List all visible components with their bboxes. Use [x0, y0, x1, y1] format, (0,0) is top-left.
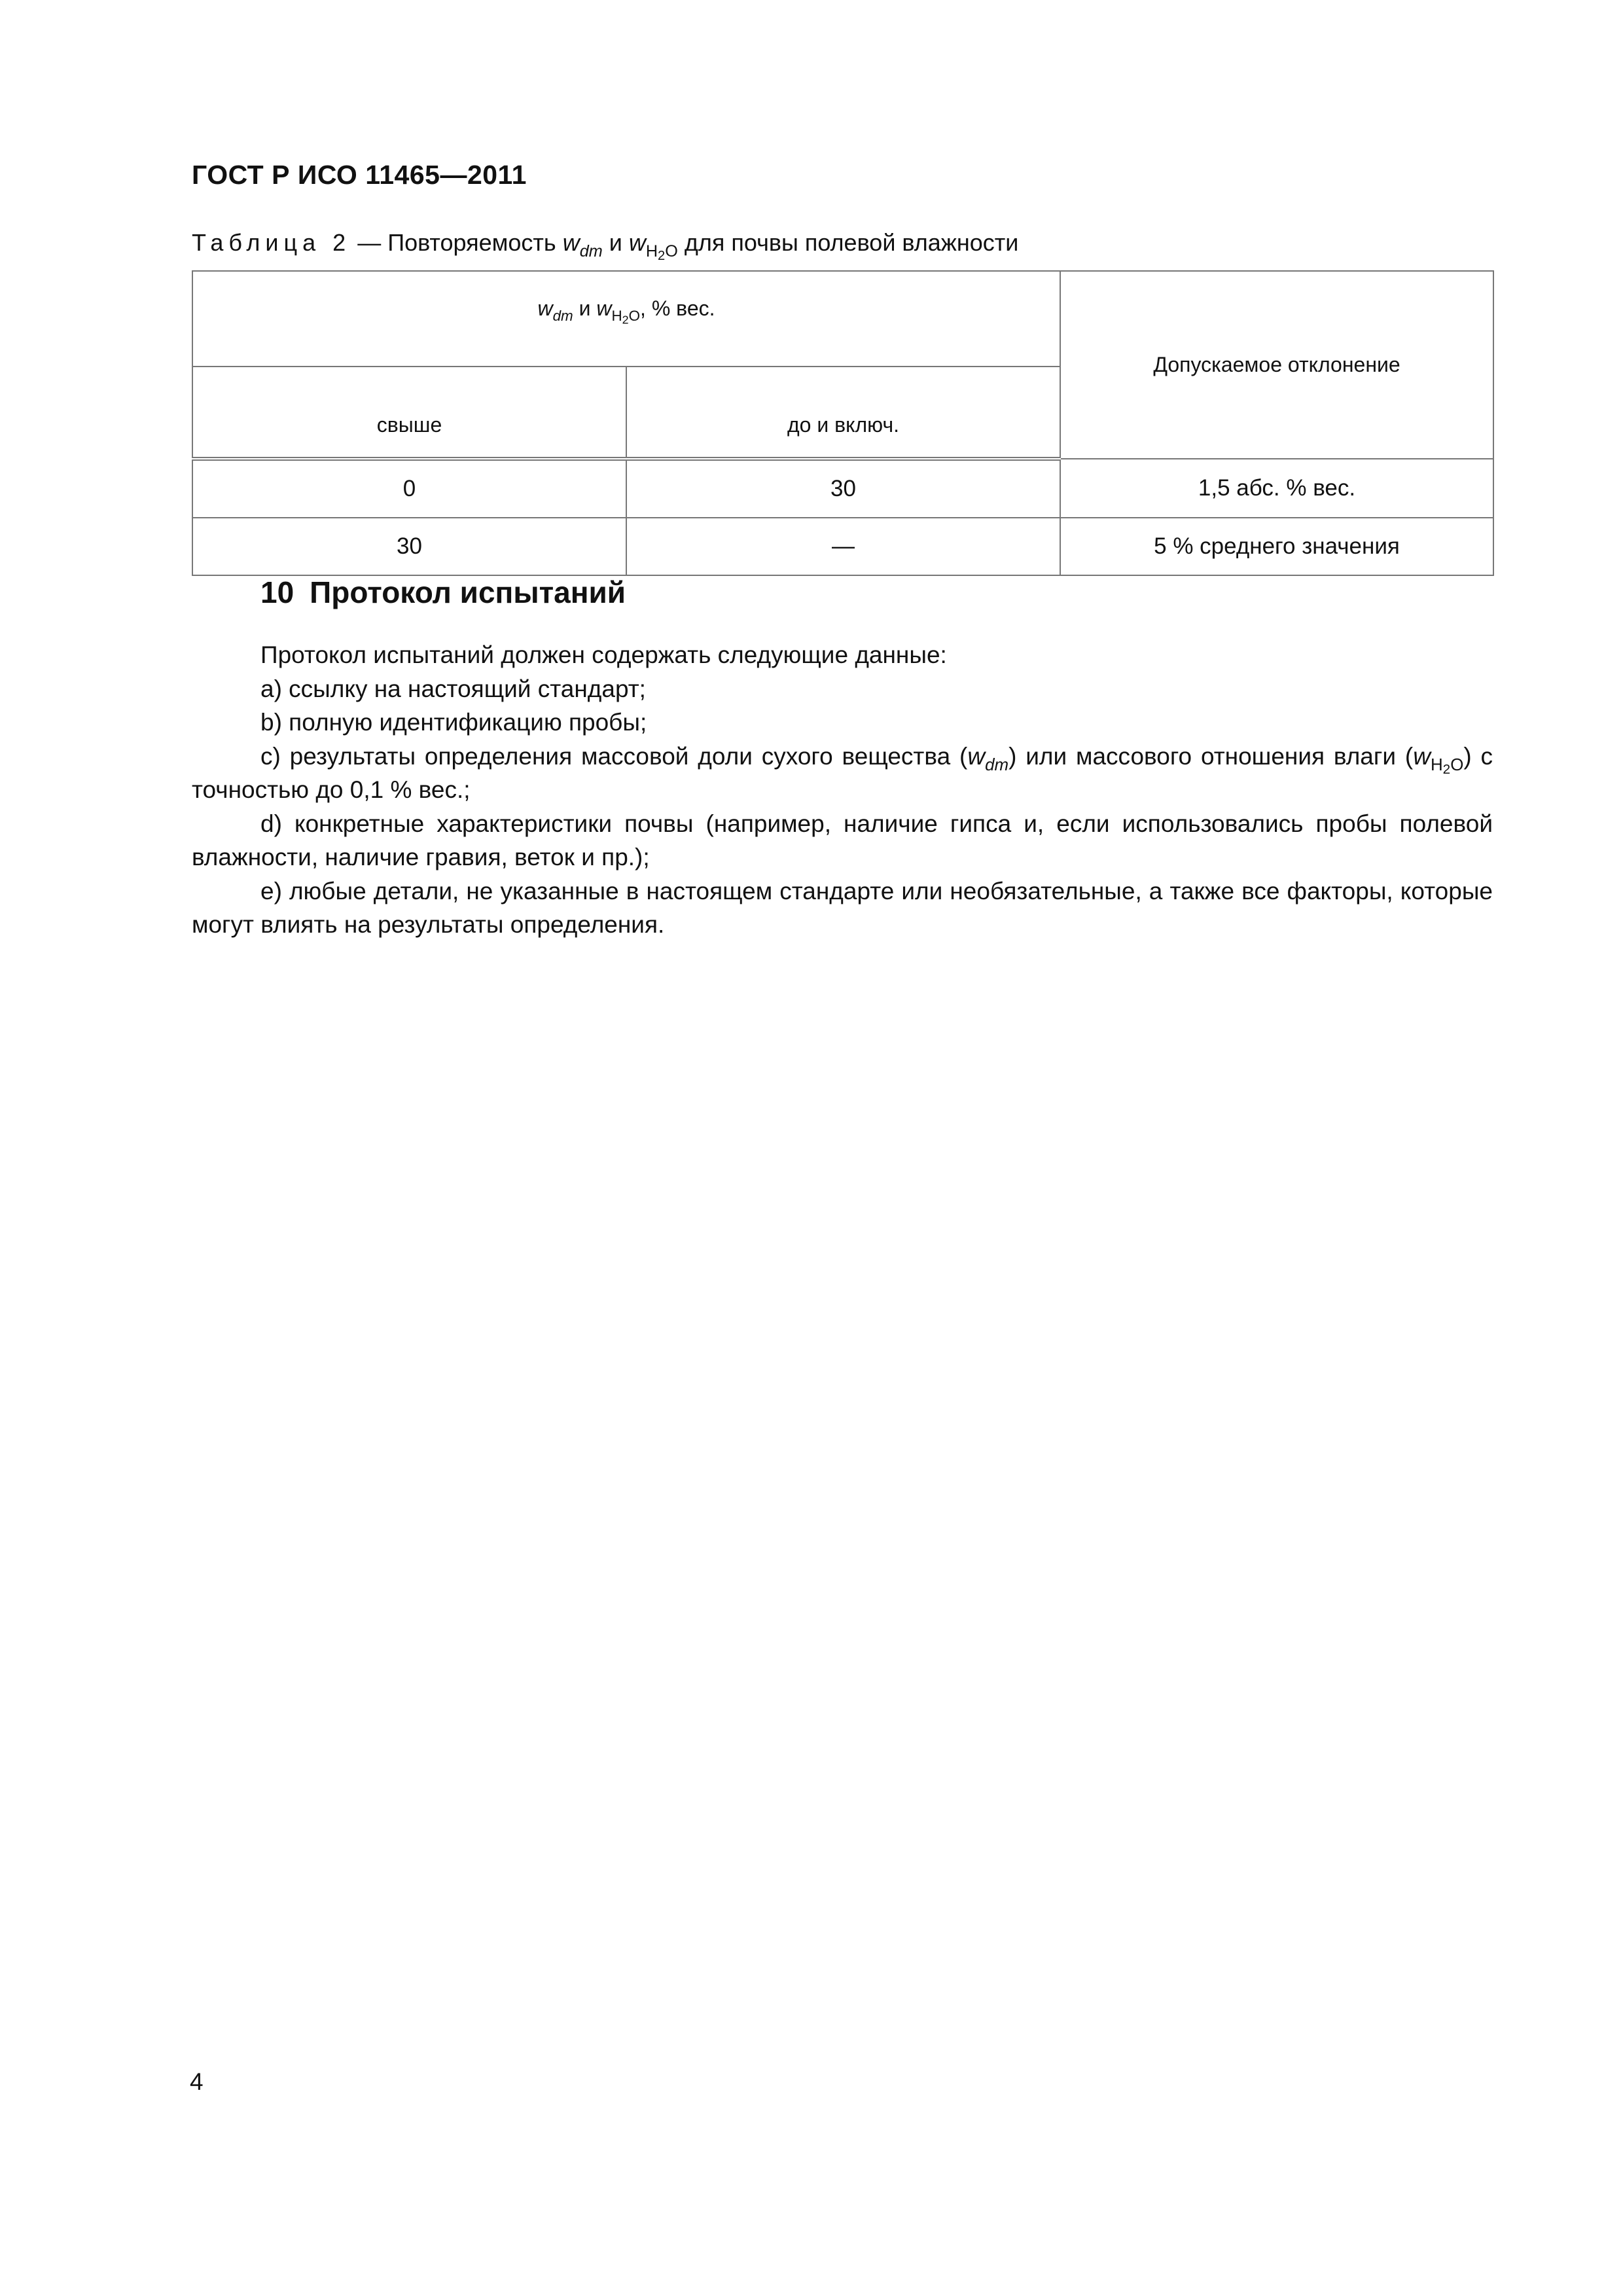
table-caption-label: Таблица 2 — [192, 229, 351, 256]
table-cell-upto: — — [626, 518, 1060, 575]
repeatability-table — [192, 270, 1494, 576]
above-header-cell: свыше — [192, 367, 626, 459]
page-number: 4 — [190, 2068, 204, 2095]
paragraph-intro: Протокол испытаний должен содержать следующие данные: — [260, 641, 947, 668]
table-caption: Таблица 2 — Повторяемость $w_{dm}$ и $w_{H_2O}$ для почвы полевой влажности — [192, 229, 1019, 263]
upto-header-cell: до и включ. — [626, 367, 1060, 459]
table-header-row — [192, 271, 1493, 367]
list-item-e: e) любые детали, не указанные в настоящем стандарте или необязательные, а также все факторы, которые могут влиять на результаты определения. — [192, 877, 1493, 938]
table-cell-tolerance: 5 % среднего значения — [1060, 518, 1493, 575]
table-cell-above: 30 — [192, 518, 626, 575]
list-item-c: c) результаты определения массовой доли сухого вещества $(w_{dm})$ или массового отношения влаги $(w_{H_2O})$ с точностью до 0,1 % вес.; — [192, 742, 1493, 803]
tolerance-header-cell: Допускаемое отклонение — [1060, 271, 1493, 459]
section-body — [192, 638, 1493, 942]
table-cell-above: 0 — [192, 459, 626, 518]
section-number: 10 — [260, 575, 294, 609]
table-cell-upto: 30 — [626, 459, 1060, 518]
table-row — [192, 518, 1493, 575]
list-item-b: b) полную идентификацию пробы; — [260, 709, 647, 736]
table-cell-tolerance: 1,5 абс. % вес. — [1060, 459, 1493, 518]
list-item-d: d) конкретные характеристики почвы (например, наличие гипса и, если использовались пробы полевой влажности, наличие гравия, веток и пр.); — [192, 810, 1493, 870]
section-title: Протокол испытаний — [310, 575, 626, 609]
document-header: ГОСТ Р ИСО 11465—2011 — [192, 160, 527, 190]
section-heading — [260, 575, 626, 610]
list-item-a: a) ссылку на настоящий стандарт; — [260, 675, 646, 702]
table-row — [192, 459, 1493, 518]
group-header-cell: $w_{dm}$ и $w_{H_2O}$, % вес. — [192, 271, 1060, 367]
